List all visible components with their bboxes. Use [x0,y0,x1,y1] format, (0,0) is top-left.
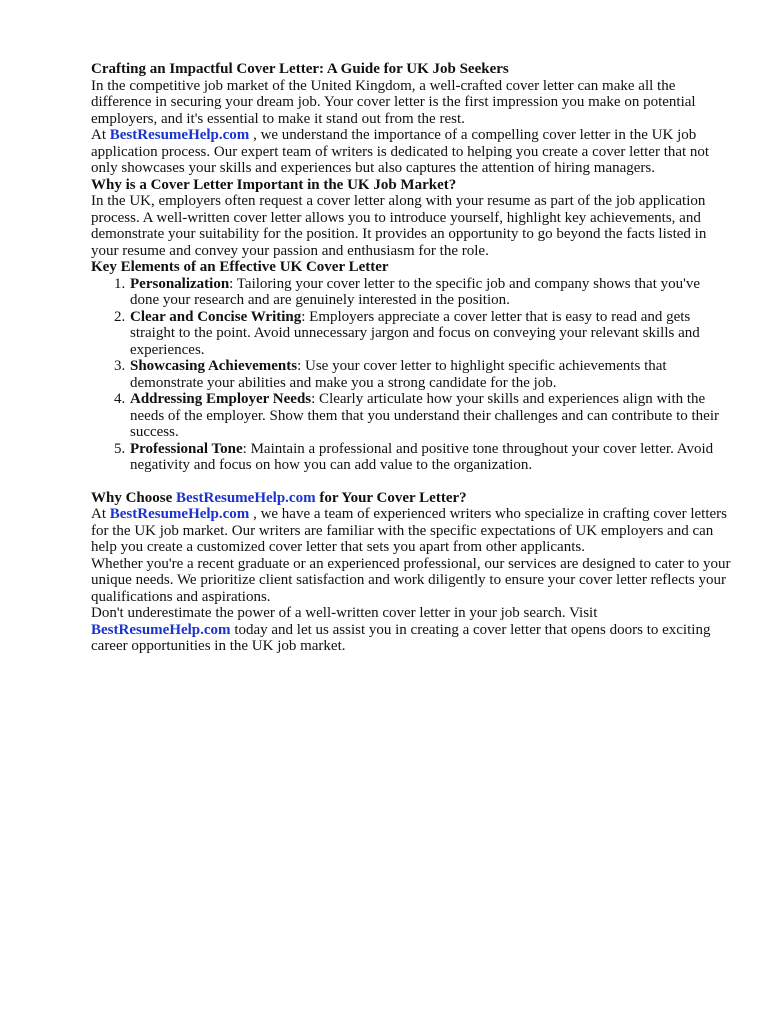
document-title: Crafting an Impactful Cover Letter: A Guide for UK Job Seekers [91,61,509,77]
list-item-term: Clear and Concise Writing [130,308,302,325]
about-paragraph [91,127,731,177]
choose-heading-suffix: for Your Cover Letter? [315,489,467,506]
why-paragraph: In the UK, employers often request a cover letter along with your resume as part of the job application process. A well-written cover letter allows you to introduce yourself, highlight key achievements, and demonstrate your suitability for the position. It provides an opportunity to go beyond the facts listed in your resume and convey your passion and enthusiasm for the role. [91,193,707,259]
document-page [91,61,731,655]
list-item-term: Professional Tone [130,440,243,457]
list-item-term: Personalization [130,275,230,292]
list-item [129,309,731,359]
brand-link[interactable]: BestResumeHelp.com [109,506,250,522]
choose-paragraph-1 [91,506,731,556]
intro-paragraph: In the competitive job market of the United Kingdom, a well-crafted cover letter can make all the difference in securing your dream job. Your cover letter is the first impression you make on potential employers, and it's essential to make it stand out from the rest. [91,77,696,127]
brand-link[interactable]: BestResumeHelp.com [91,621,231,638]
list-item-text: : Maintain a professional and positive tone throughout your cover letter. Avoid negativity and focus on how you can add value to the organization. [130,440,714,473]
choose-paragraph-2: Whether you're a recent graduate or an experienced professional, our services are designed to cater to your unique needs. We prioritize client satisfaction and work diligently to ensure your cover letter reflects your qualifications and aspirations. [91,555,731,605]
list-item [129,391,731,441]
elements-list [91,276,731,474]
choose-paragraph-3 [91,605,731,655]
choose-p1-prefix: At [91,506,110,522]
list-item-text: : Clearly articulate how your skills and experiences align with the needs of the employer. Show them that you understand their challenges and can contribute to their success. [130,391,719,440]
why-heading: Why is a Cover Letter Important in the UK Job Market? [91,176,457,193]
brand-link[interactable]: BestResumeHelp.com [109,127,250,143]
list-item-text: : Use your cover letter to highlight specific achievements that demonstrate your abilities and make you a strong candidate for the job. [130,358,667,391]
brand-link[interactable]: BestResumeHelp.com [176,489,316,506]
choose-heading [91,490,731,507]
choose-heading-prefix: Why Choose [91,489,177,506]
list-item-text: : Tailoring your cover letter to the specific job and company shows that you've done your research and are genuinely interested in the position. [130,275,700,308]
list-item [129,276,731,309]
choose-p3-prefix: Don't underestimate the power of a well-written cover letter in your job search. Visit [91,605,598,621]
list-item [129,441,731,474]
list-item-term: Showcasing Achievements [130,358,298,374]
list-item-text: : Employers appreciate a cover letter that is easy to read and gets straight to the point. Avoid unnecessary jargon and focus on conveying your relevant skills and experiences. [130,308,700,358]
choose-p1-suffix: , we have a team of experienced writers who specialize in crafting cover letters for the UK job market. Our writers are familiar with the specific expectations of UK employers and can help you create a customized cover letter that sets you apart from other applicants. [91,506,728,555]
about-suffix: , we understand the importance of a compelling cover letter in the UK job application process. Our expert team of writers is dedicated to helping you create a cover letter that not only showcases your skills and experiences but also captures the attention of hiring managers. [91,127,710,176]
elements-heading: Key Elements of an Effective UK Cover Letter [91,259,389,275]
list-item-term: Addressing Employer Needs [130,391,312,407]
about-prefix: At [91,127,110,143]
list-item [129,358,731,391]
choose-p3-suffix: today and let us assist you in creating a cover letter that opens doors to exciting career opportunities in the UK job market. [91,621,711,654]
